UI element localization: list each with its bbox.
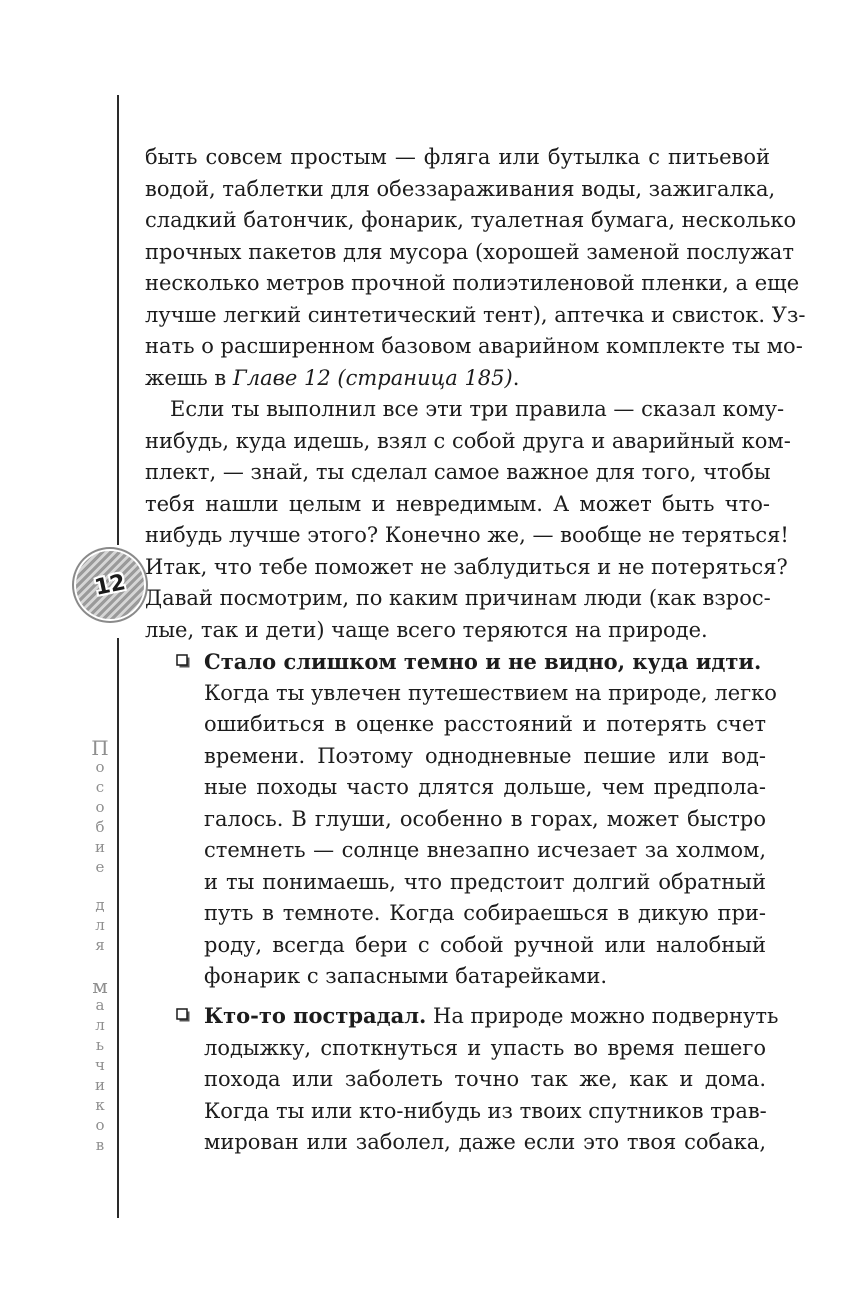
- text-line-last: жешь в Главе 12 (страница 185).: [145, 365, 520, 390]
- text-line: и ты понимаешь, что предстоит долгий обратный: [204, 869, 766, 894]
- margin-rule-bottom: [117, 638, 119, 1218]
- text-line: фонарик с запасными батарейками.: [204, 964, 608, 988]
- side-title-letter: к: [95, 1096, 105, 1114]
- text-line: стемнеть — солнце внезапно исчезает за холмом,: [204, 838, 766, 862]
- text-line: лучше легкий синтетический тент), аптечка и свисток. Уз-: [145, 302, 806, 327]
- text-line: ошибиться в оценке расстояний и потерять счет: [204, 712, 766, 736]
- side-title-letter: я: [95, 936, 105, 954]
- text-line: нибудь лучше этого? Конечно же, — вообще не теряться!: [145, 523, 789, 547]
- text-line: времени. Поэтому однодневные пешие или вод-: [204, 743, 766, 768]
- side-title-letter: и: [95, 838, 105, 856]
- text-line: нать о расширенном базовом аварийном комплекте ты мо-: [145, 334, 803, 358]
- text-line: похода или заболеть точно так же, как и дома.: [204, 1067, 766, 1091]
- text-line: Когда ты увлечен путешествием на природе, легко: [204, 680, 777, 705]
- side-title-letter: м: [92, 974, 108, 998]
- text-line: плект, — знай, ты сделал самое важное для того, чтобы: [145, 460, 771, 484]
- chapter-reference: Главе 12 (страница 185): [232, 365, 513, 390]
- side-title-letter: ь: [95, 1036, 105, 1054]
- chapter-number: 12: [92, 569, 128, 601]
- margin-rule-top: [117, 95, 119, 545]
- text-line: водой, таблетки для обеззараживания воды, зажигалка,: [145, 176, 776, 201]
- side-title-letter: а: [95, 996, 105, 1014]
- paragraph-2: [145, 394, 791, 646]
- side-title-letter: б: [95, 818, 105, 836]
- paragraph-1: [145, 142, 806, 394]
- side-title-letter: в: [95, 1136, 105, 1154]
- text-line: Итак, что тебе поможет не заблудиться и не потеряться?: [145, 554, 788, 579]
- text-line: несколько метров прочной полиэтиленовой пленки, а еще: [145, 271, 800, 295]
- checkbox-bullet-icon: [176, 1008, 191, 1023]
- side-book-title: [84, 738, 116, 1158]
- text-line: тебя нашли целым и невредимым. А может быть что-: [145, 491, 770, 516]
- text-line: Давай посмотрим, по каким причинам люди (как взрос-: [145, 586, 771, 610]
- text-line: Если ты выполнил все эти три правила — сказал кому-: [170, 397, 785, 421]
- text-line: ные походы часто длятся дольше, чем предпола-: [204, 775, 766, 799]
- side-title-letter: е: [95, 858, 105, 876]
- text-line: лые, так и дети) чаще всего теряются на природе.: [145, 617, 708, 642]
- bullet-title: Кто-то пострадал.: [204, 1003, 427, 1028]
- side-title-letter: о: [95, 758, 105, 776]
- side-title-letter: ч: [95, 1056, 105, 1074]
- text-line: быть совсем простым — фляга или бутылка с питьевой: [145, 145, 770, 169]
- text-line: роду, всегда бери с собой ручной или налобный: [204, 932, 766, 957]
- text-line-first: Кто-то пострадал. На природе можно подвернуть: [204, 1003, 779, 1028]
- text-line: сладкий батончик, фонарик, туалетная бумага, несколько: [145, 208, 797, 232]
- text-line: Когда ты или кто-нибудь из твоих спутников трав-: [204, 1098, 767, 1123]
- side-title-letter: л: [95, 1016, 105, 1034]
- side-title-letter: и: [95, 1076, 105, 1094]
- text-line: мирован или заболел, даже если это твоя собака,: [204, 1130, 766, 1154]
- bullet-title: Стало слишком темно и не видно, куда идти.: [204, 649, 762, 674]
- side-title-letter: о: [95, 798, 105, 816]
- side-title-letter: о: [95, 1116, 105, 1134]
- text-line: лодыжку, споткнуться и упасть во время пешего: [204, 1035, 766, 1060]
- side-title-letter: л: [95, 916, 105, 934]
- text-line: нибудь, куда идешь, взял с собой друга и аварийный ком-: [145, 428, 791, 453]
- text-line: галось. В глуши, особенно в горах, может быстро: [204, 806, 766, 831]
- checkbox-bullet-icon: [176, 654, 191, 669]
- side-title-letter: с: [95, 778, 105, 796]
- bullet-item-dark: [176, 646, 777, 993]
- bullet-item-injured: [176, 1000, 779, 1159]
- side-title-letter: д: [95, 896, 105, 914]
- text-line: путь в темноте. Когда собираешься в дикую при-: [204, 901, 766, 925]
- chapter-badge: [76, 551, 144, 619]
- side-title-letter: П: [91, 736, 109, 760]
- text-line: прочных пакетов для мусора (хорошей заменой послужат: [145, 239, 794, 264]
